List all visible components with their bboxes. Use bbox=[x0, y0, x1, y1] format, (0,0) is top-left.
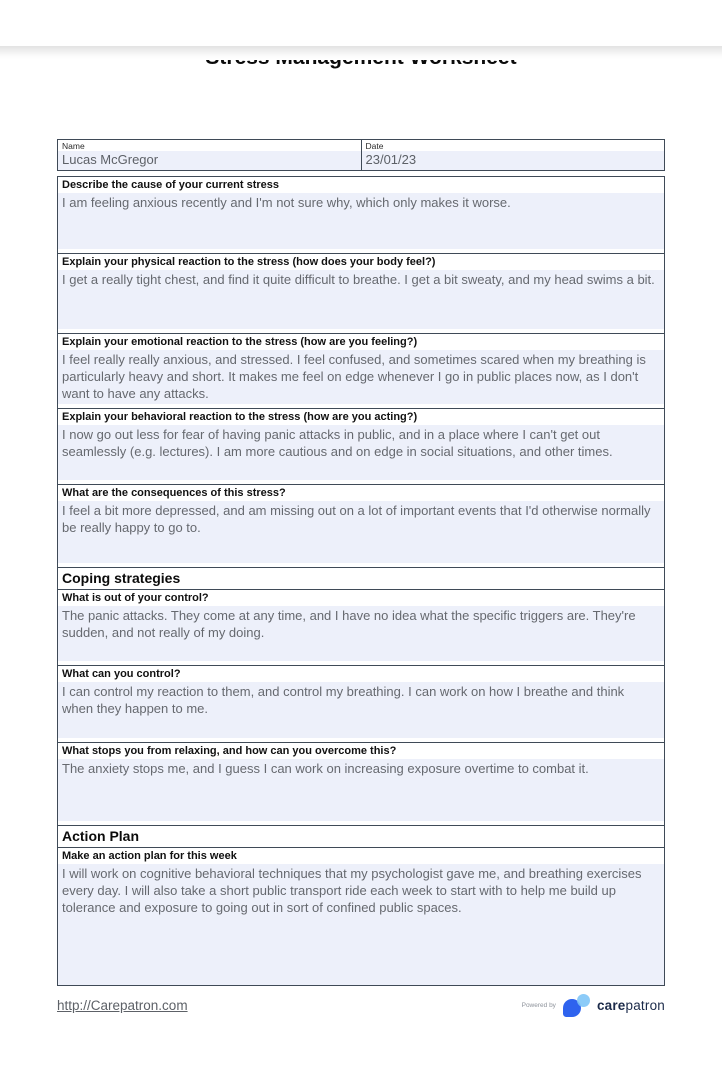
section-out-of-control bbox=[58, 589, 664, 665]
question-label: Explain your behavioral reaction to the stress (how are you acting?) bbox=[58, 409, 664, 425]
name-value[interactable]: Lucas McGregor bbox=[58, 151, 361, 170]
answer-field[interactable]: I can control my reaction to them, and control my breathing. I can work on how I breathe and think when they happen to me. bbox=[58, 682, 664, 738]
answer-field[interactable]: I will work on cognitive behavioral techniques that my psychologist gave me, and breathing exercises every day. I will also take a short public transport ride each week to start with to help me build up tolerance and exposure to going out in sort of confined public spaces. bbox=[58, 864, 664, 985]
answer-field[interactable]: The panic attacks. They come at any time, and I have no idea what the specific triggers are. They're sudden, and not really of my doing. bbox=[58, 606, 664, 661]
worksheet-table bbox=[57, 176, 665, 986]
name-field bbox=[58, 140, 361, 170]
answer-field[interactable]: I am feeling anxious recently and I'm not sure why, which only makes it worse. bbox=[58, 193, 664, 249]
wordmark-regular-part: patron bbox=[625, 998, 665, 1013]
question-label: What is out of your control? bbox=[58, 590, 664, 606]
question-label: What can you control? bbox=[58, 666, 664, 682]
logo-light-bubble bbox=[577, 994, 590, 1007]
answer-field[interactable]: I feel really really anxious, and stressed. I feel confused, and sometimes scared when my breathing is particularly heavy and short. It makes me feel on edge whenever I go in public places now, as I don't want to have any attacks. bbox=[58, 350, 664, 404]
date-label: Date bbox=[362, 140, 665, 151]
question-label: What stops you from relaxing, and how can you overcome this? bbox=[58, 743, 664, 759]
wordmark-bold-part: care bbox=[596, 998, 626, 1013]
carepatron-logo-icon bbox=[563, 994, 590, 1017]
action-plan-heading: Action Plan bbox=[58, 826, 664, 847]
action-plan-heading-row bbox=[58, 825, 664, 847]
date-value[interactable]: 23/01/23 bbox=[362, 151, 665, 170]
name-label: Name bbox=[58, 140, 361, 151]
answer-field[interactable]: I now go out less for fear of having panic attacks in public, and in a place where I can't get out seamlessly (e.g. lectures). I am more cautious and on edge in social situations, and other times. bbox=[58, 425, 664, 480]
coping-strategies-heading: Coping strategies bbox=[58, 568, 664, 589]
powered-by-block bbox=[522, 994, 665, 1017]
date-field bbox=[361, 140, 665, 170]
page-top-shadow bbox=[0, 46, 722, 60]
section-action-plan bbox=[58, 847, 664, 985]
question-label: What are the consequences of this stress? bbox=[58, 485, 664, 501]
question-label: Describe the cause of your current stress bbox=[58, 177, 664, 193]
powered-by-label: Powered by bbox=[521, 1002, 556, 1009]
name-date-table bbox=[57, 139, 665, 171]
section-physical-reaction bbox=[58, 253, 664, 333]
question-label: Explain your emotional reaction to the stress (how are you feeling?) bbox=[58, 334, 664, 350]
question-label: Explain your physical reaction to the stress (how does your body feel?) bbox=[58, 254, 664, 270]
section-emotional-reaction bbox=[58, 333, 664, 408]
section-can-control bbox=[58, 665, 664, 742]
answer-field[interactable]: I feel a bit more depressed, and am missing out on a lot of important events that I'd otherwise normally be really happy to go to. bbox=[58, 501, 664, 563]
coping-strategies-heading-row bbox=[58, 567, 664, 589]
worksheet-body bbox=[57, 139, 665, 986]
carepatron-link[interactable]: http://Carepatron.com bbox=[57, 998, 188, 1013]
page-footer bbox=[57, 994, 665, 1017]
answer-field[interactable]: The anxiety stops me, and I guess I can work on increasing exposure overtime to combat it. bbox=[58, 759, 664, 821]
section-stops-relaxing bbox=[58, 742, 664, 825]
carepatron-wordmark bbox=[597, 998, 665, 1013]
section-cause bbox=[58, 177, 664, 253]
answer-field[interactable]: I get a really tight chest, and find it quite difficult to breathe. I get a bit sweaty, and my head swims a bit. bbox=[58, 270, 664, 329]
section-behavioral-reaction bbox=[58, 408, 664, 484]
question-label: Make an action plan for this week bbox=[58, 848, 664, 864]
section-consequences bbox=[58, 484, 664, 567]
